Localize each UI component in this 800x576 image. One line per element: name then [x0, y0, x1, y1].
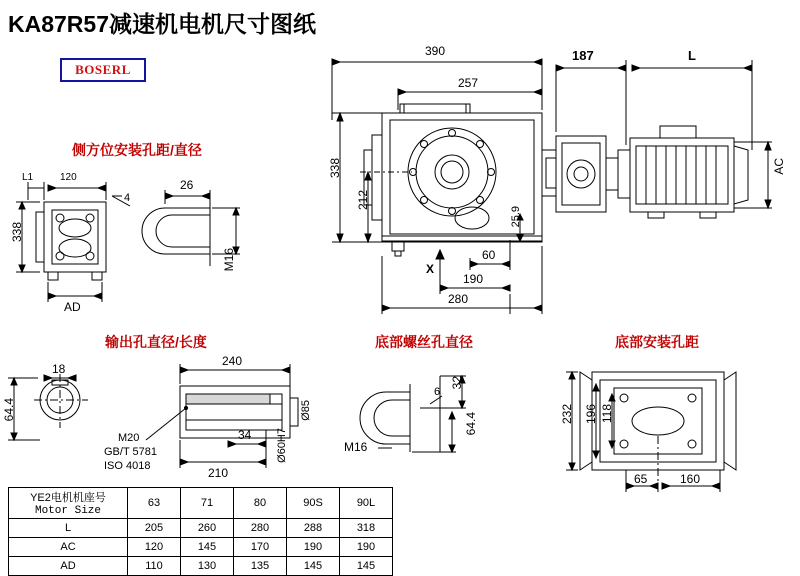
dim-338-side: 338: [10, 222, 24, 243]
table-cell: 90S: [287, 488, 340, 519]
dim-187: 187: [572, 48, 594, 63]
dim-25-9: 25.9: [510, 206, 522, 228]
table-row: [9, 488, 393, 519]
dim-338-main: 338: [328, 158, 342, 179]
dim-L1: L1: [22, 172, 34, 183]
dim-65: 65: [634, 472, 648, 486]
table-row: [9, 519, 393, 538]
dim-160: 160: [680, 472, 701, 486]
header-cn: YE2电机机座号: [30, 492, 106, 504]
dim-26: 26: [180, 178, 194, 192]
spec-table: [8, 487, 393, 576]
dim-L: L: [688, 48, 696, 63]
table-cell: 120: [128, 538, 181, 557]
dim-6: 6: [434, 386, 441, 398]
label-iso4018: ISO 4018: [104, 460, 151, 472]
table-cell: 90L: [340, 488, 393, 519]
dim-M16-side: M16: [222, 248, 236, 272]
dim-390: 390: [425, 44, 446, 58]
table-cell: 63: [128, 488, 181, 519]
dim-34: 34: [238, 428, 252, 442]
dim-4: 4: [124, 192, 131, 204]
dim-X: X: [426, 262, 435, 276]
dim-64-4-bs: 64.4: [464, 412, 478, 436]
label-m20: M20: [118, 432, 140, 444]
table-row: [9, 538, 393, 557]
page-title: KA87R57减速机电机尺寸图纸: [8, 11, 316, 37]
table-header-label: [9, 488, 128, 519]
table-cell: 288: [287, 519, 340, 538]
dim-210: 210: [208, 466, 229, 480]
dim-190: 190: [463, 272, 484, 286]
table-cell: 190: [287, 538, 340, 557]
dim-280: 280: [448, 292, 469, 306]
dim-118: 118: [600, 404, 614, 424]
dim-240: 240: [222, 354, 243, 368]
table-cell: 80: [234, 488, 287, 519]
table-cell: 71: [181, 488, 234, 519]
dim-257: 257: [458, 76, 479, 90]
caption-bottom-screw: 底部螺丝孔直径: [375, 334, 473, 350]
table-cell: 260: [181, 519, 234, 538]
dim-18: 18: [52, 362, 66, 376]
caption-output-hole: 输出孔直径/长度: [105, 334, 207, 350]
table-cell: 190: [340, 538, 393, 557]
caption-side-mount: 侧方位安装孔距/直径: [72, 142, 202, 158]
table-cell: 130: [181, 557, 234, 576]
table-cell: 145: [287, 557, 340, 576]
dim-AD: AD: [64, 300, 81, 314]
header-en: Motor Size: [34, 505, 101, 517]
table-cell: 145: [181, 538, 234, 557]
table-row-label: AC: [9, 538, 128, 557]
dim-M16-bs: M16: [344, 440, 368, 454]
dim-212: 212: [356, 190, 370, 211]
caption-bottom-mount: 底部安装孔距: [615, 334, 699, 350]
dim-phi60h7: Ø60H7: [276, 428, 288, 463]
dim-AC: AC: [772, 158, 786, 175]
dim-232: 232: [560, 404, 574, 425]
table-row-label: AD: [9, 557, 128, 576]
table-cell: 170: [234, 538, 287, 557]
table-cell: 280: [234, 519, 287, 538]
table-row: [9, 557, 393, 576]
table-cell: 110: [128, 557, 181, 576]
dim-196: 196: [584, 404, 598, 425]
table-cell: 135: [234, 557, 287, 576]
table-cell: 145: [340, 557, 393, 576]
dim-120: 120: [60, 172, 77, 183]
brand-logo-text: BOSERL: [75, 62, 131, 77]
dim-32: 32: [450, 376, 464, 390]
dim-60: 60: [482, 248, 496, 262]
dim-64-4-out: 64.4: [2, 398, 16, 422]
table-row-label: L: [9, 519, 128, 538]
dim-phi85: Ø85: [300, 400, 312, 421]
label-gbt5781: GB/T 5781: [104, 446, 157, 458]
table-cell: 205: [128, 519, 181, 538]
table-cell: 318: [340, 519, 393, 538]
